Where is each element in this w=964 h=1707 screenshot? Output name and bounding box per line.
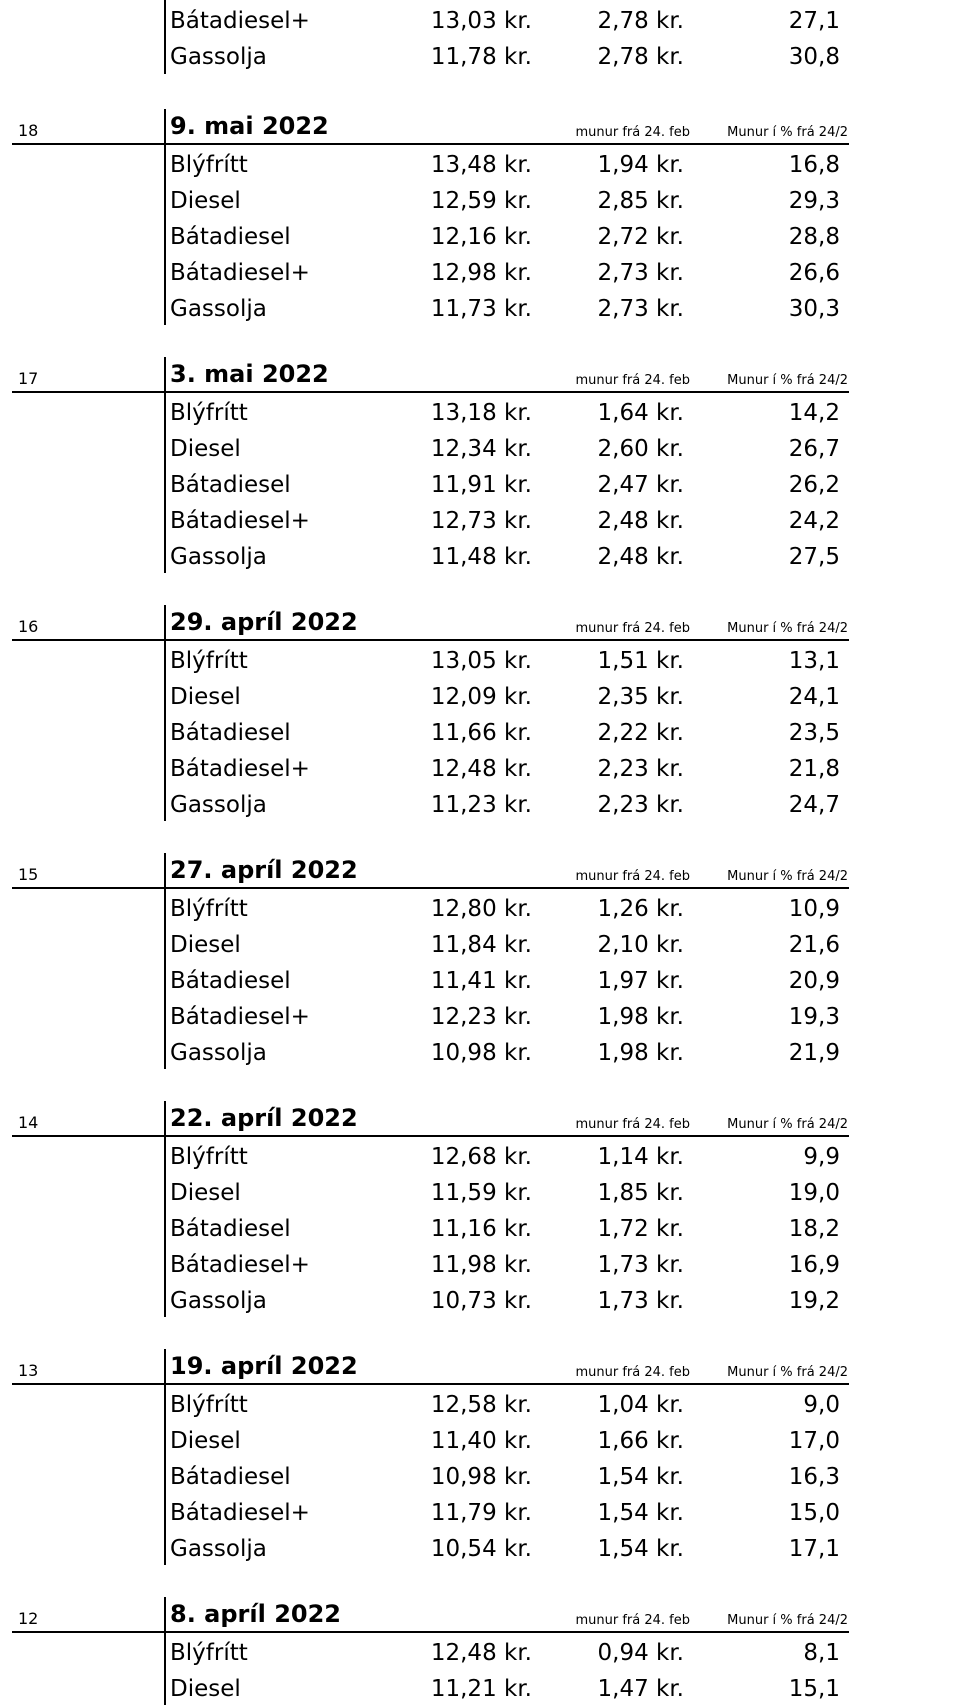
percent-column-label: Munur í % frá 24/2	[727, 869, 848, 884]
fuel-row	[0, 147, 964, 183]
fuel-row	[0, 1175, 964, 1211]
percent-diff: 17,0	[788, 1428, 840, 1454]
percent-diff: 23,5	[788, 720, 840, 746]
price-diff: 2,22 kr.	[597, 720, 684, 746]
fuel-row	[0, 751, 964, 787]
fuel-name: Gassolja	[170, 296, 267, 322]
percent-diff: 16,9	[788, 1252, 840, 1278]
price-diff: 2,73 kr.	[597, 296, 684, 322]
price-diff: 2,48 kr.	[597, 508, 684, 534]
percent-diff: 15,0	[788, 1500, 840, 1526]
percent-diff: 18,2	[788, 1216, 840, 1242]
header-underline	[12, 1383, 849, 1385]
percent-diff: 26,7	[788, 436, 840, 462]
price-diff: 1,64 kr.	[597, 400, 684, 426]
fuel-price: 12,48 kr.	[430, 756, 532, 782]
fuel-name: Blýfrítt	[170, 648, 248, 674]
date-heading: 9. mai 2022	[170, 112, 329, 140]
date-heading: 19. apríl 2022	[170, 1352, 358, 1380]
percent-diff: 24,1	[788, 684, 840, 710]
row-number: 12	[18, 1609, 39, 1628]
percent-diff: 14,2	[788, 400, 840, 426]
row-number: 18	[18, 121, 39, 140]
fuel-row	[0, 787, 964, 823]
fuel-name: Bátadiesel	[170, 472, 291, 498]
fuel-name: Bátadiesel	[170, 1216, 291, 1242]
fuel-row	[0, 431, 964, 467]
fuel-price: 12,73 kr.	[430, 508, 532, 534]
price-diff: 2,10 kr.	[597, 932, 684, 958]
fuel-row	[0, 1139, 964, 1175]
row-number: 14	[18, 1113, 39, 1132]
fuel-row	[0, 1635, 964, 1671]
fuel-row	[0, 715, 964, 751]
fuel-price: 12,48 kr.	[430, 1640, 532, 1666]
fuel-name: Bátadiesel+	[170, 8, 310, 34]
fuel-price: 10,54 kr.	[430, 1536, 532, 1562]
fuel-price: 11,16 kr.	[430, 1216, 532, 1242]
fuel-name: Bátadiesel	[170, 224, 291, 250]
fuel-price: 12,16 kr.	[430, 224, 532, 250]
fuel-price: 13,03 kr.	[430, 8, 532, 34]
fuel-row	[0, 927, 964, 963]
fuel-name: Bátadiesel+	[170, 1252, 310, 1278]
fuel-row	[0, 963, 964, 999]
price-diff: 2,72 kr.	[597, 224, 684, 250]
fuel-name: Bátadiesel	[170, 1464, 291, 1490]
fuel-price: 11,79 kr.	[430, 1500, 532, 1526]
fuel-row	[0, 219, 964, 255]
fuel-name: Gassolja	[170, 1288, 267, 1314]
percent-diff: 30,8	[788, 44, 840, 70]
price-diff: 1,72 kr.	[597, 1216, 684, 1242]
fuel-name: Bátadiesel+	[170, 260, 310, 286]
fuel-row	[0, 503, 964, 539]
price-diff: 1,97 kr.	[597, 968, 684, 994]
fuel-row	[0, 891, 964, 927]
fuel-row	[0, 1671, 964, 1707]
fuel-row	[0, 643, 964, 679]
price-diff: 1,66 kr.	[597, 1428, 684, 1454]
fuel-name: Gassolja	[170, 792, 267, 818]
price-diff: 1,98 kr.	[597, 1004, 684, 1030]
fuel-row	[0, 1211, 964, 1247]
fuel-price: 12,23 kr.	[430, 1004, 532, 1030]
percent-diff: 26,6	[788, 260, 840, 286]
fuel-name: Blýfrítt	[170, 152, 248, 178]
percent-column-label: Munur í % frá 24/2	[727, 125, 848, 140]
price-diff: 2,85 kr.	[597, 188, 684, 214]
fuel-price: 11,66 kr.	[430, 720, 532, 746]
fuel-name: Diesel	[170, 436, 241, 462]
percent-diff: 27,5	[788, 544, 840, 570]
price-diff: 1,26 kr.	[597, 896, 684, 922]
fuel-name: Bátadiesel+	[170, 756, 310, 782]
percent-diff: 29,3	[788, 188, 840, 214]
fuel-price: 11,59 kr.	[430, 1180, 532, 1206]
fuel-name: Diesel	[170, 684, 241, 710]
fuel-price: 13,18 kr.	[430, 400, 532, 426]
date-heading: 3. mai 2022	[170, 360, 329, 388]
fuel-price: 12,98 kr.	[430, 260, 532, 286]
percent-diff: 24,2	[788, 508, 840, 534]
header-underline	[12, 639, 849, 641]
fuel-row	[0, 539, 964, 575]
percent-diff: 16,3	[788, 1464, 840, 1490]
price-diff: 1,73 kr.	[597, 1252, 684, 1278]
percent-column-label: Munur í % frá 24/2	[727, 1117, 848, 1132]
fuel-row	[0, 39, 964, 75]
price-diff: 1,98 kr.	[597, 1040, 684, 1066]
percent-diff: 17,1	[788, 1536, 840, 1562]
percent-diff: 19,2	[788, 1288, 840, 1314]
fuel-price: 10,98 kr.	[430, 1464, 532, 1490]
price-diff: 1,54 kr.	[597, 1536, 684, 1562]
date-heading: 8. apríl 2022	[170, 1600, 341, 1628]
fuel-name: Bátadiesel	[170, 968, 291, 994]
diff-column-label: munur frá 24. feb	[575, 125, 690, 140]
percent-column-label: Munur í % frá 24/2	[727, 1365, 848, 1380]
fuel-price: 13,48 kr.	[430, 152, 532, 178]
percent-diff: 10,9	[788, 896, 840, 922]
price-diff: 2,48 kr.	[597, 544, 684, 570]
percent-diff: 30,3	[788, 296, 840, 322]
diff-column-label: munur frá 24. feb	[575, 373, 690, 388]
fuel-price: 11,78 kr.	[430, 44, 532, 70]
percent-diff: 9,0	[803, 1392, 840, 1418]
fuel-name: Diesel	[170, 1428, 241, 1454]
price-diff: 1,54 kr.	[597, 1500, 684, 1526]
fuel-row	[0, 291, 964, 327]
percent-diff: 8,1	[803, 1640, 840, 1666]
fuel-price: 12,68 kr.	[430, 1144, 532, 1170]
fuel-name: Diesel	[170, 1676, 241, 1702]
fuel-row	[0, 395, 964, 431]
percent-diff: 19,0	[788, 1180, 840, 1206]
price-diff: 1,94 kr.	[597, 152, 684, 178]
header-underline	[12, 391, 849, 393]
fuel-price: 12,80 kr.	[430, 896, 532, 922]
fuel-name: Gassolja	[170, 544, 267, 570]
percent-diff: 27,1	[788, 8, 840, 34]
fuel-name: Diesel	[170, 932, 241, 958]
fuel-price: 11,23 kr.	[430, 792, 532, 818]
price-diff: 1,04 kr.	[597, 1392, 684, 1418]
fuel-name: Bátadiesel+	[170, 1004, 310, 1030]
fuel-row	[0, 999, 964, 1035]
row-number: 13	[18, 1361, 39, 1380]
price-diff: 1,51 kr.	[597, 648, 684, 674]
fuel-name: Blýfrítt	[170, 896, 248, 922]
fuel-price: 13,05 kr.	[430, 648, 532, 674]
price-diff: 2,78 kr.	[597, 44, 684, 70]
fuel-row	[0, 1283, 964, 1319]
fuel-price: 10,98 kr.	[430, 1040, 532, 1066]
percent-diff: 24,7	[788, 792, 840, 818]
percent-column-label: Munur í % frá 24/2	[727, 1613, 848, 1628]
price-diff: 1,73 kr.	[597, 1288, 684, 1314]
row-number: 15	[18, 865, 39, 884]
fuel-name: Bátadiesel	[170, 720, 291, 746]
fuel-row	[0, 1459, 964, 1495]
price-diff: 2,47 kr.	[597, 472, 684, 498]
price-diff: 1,85 kr.	[597, 1180, 684, 1206]
fuel-row	[0, 1387, 964, 1423]
fuel-row	[0, 1495, 964, 1531]
date-heading: 29. apríl 2022	[170, 608, 358, 636]
date-heading: 27. apríl 2022	[170, 856, 358, 884]
fuel-row	[0, 467, 964, 503]
fuel-name: Blýfrítt	[170, 1392, 248, 1418]
fuel-row	[0, 255, 964, 291]
diff-column-label: munur frá 24. feb	[575, 869, 690, 884]
percent-column-label: Munur í % frá 24/2	[727, 373, 848, 388]
percent-diff: 26,2	[788, 472, 840, 498]
fuel-name: Diesel	[170, 1180, 241, 1206]
diff-column-label: munur frá 24. feb	[575, 1365, 690, 1380]
price-diff: 1,54 kr.	[597, 1464, 684, 1490]
fuel-row	[0, 3, 964, 39]
fuel-name: Diesel	[170, 188, 241, 214]
fuel-price: 11,21 kr.	[430, 1676, 532, 1702]
percent-diff: 21,8	[788, 756, 840, 782]
price-diff: 2,35 kr.	[597, 684, 684, 710]
fuel-row	[0, 1247, 964, 1283]
header-underline	[12, 1631, 849, 1633]
fuel-price: 11,41 kr.	[430, 968, 532, 994]
percent-diff: 16,8	[788, 152, 840, 178]
fuel-price: 12,34 kr.	[430, 436, 532, 462]
price-diff: 2,73 kr.	[597, 260, 684, 286]
percent-diff: 21,9	[788, 1040, 840, 1066]
percent-diff: 19,3	[788, 1004, 840, 1030]
price-diff: 2,60 kr.	[597, 436, 684, 462]
fuel-price: 11,91 kr.	[430, 472, 532, 498]
fuel-price: 11,40 kr.	[430, 1428, 532, 1454]
percent-diff: 20,9	[788, 968, 840, 994]
percent-diff: 15,1	[788, 1676, 840, 1702]
price-diff: 2,23 kr.	[597, 756, 684, 782]
fuel-name: Bátadiesel+	[170, 508, 310, 534]
price-diff: 2,78 kr.	[597, 8, 684, 34]
fuel-name: Blýfrítt	[170, 1144, 248, 1170]
fuel-price: 12,59 kr.	[430, 188, 532, 214]
diff-column-label: munur frá 24. feb	[575, 1613, 690, 1628]
price-diff: 0,94 kr.	[597, 1640, 684, 1666]
fuel-price: 11,98 kr.	[430, 1252, 532, 1278]
price-diff: 2,23 kr.	[597, 792, 684, 818]
fuel-price: 12,58 kr.	[430, 1392, 532, 1418]
percent-diff: 13,1	[788, 648, 840, 674]
percent-diff: 28,8	[788, 224, 840, 250]
header-underline	[12, 887, 849, 889]
price-diff: 1,14 kr.	[597, 1144, 684, 1170]
fuel-price: 11,48 kr.	[430, 544, 532, 570]
row-number: 16	[18, 617, 39, 636]
percent-diff: 21,6	[788, 932, 840, 958]
fuel-price: 10,73 kr.	[430, 1288, 532, 1314]
fuel-row	[0, 1423, 964, 1459]
date-heading: 22. apríl 2022	[170, 1104, 358, 1132]
row-number: 17	[18, 369, 39, 388]
price-diff: 1,47 kr.	[597, 1676, 684, 1702]
fuel-name: Gassolja	[170, 1536, 267, 1562]
percent-diff: 9,9	[803, 1144, 840, 1170]
diff-column-label: munur frá 24. feb	[575, 621, 690, 636]
fuel-name: Gassolja	[170, 1040, 267, 1066]
fuel-name: Blýfrítt	[170, 400, 248, 426]
diff-column-label: munur frá 24. feb	[575, 1117, 690, 1132]
fuel-price: 11,73 kr.	[430, 296, 532, 322]
fuel-row	[0, 679, 964, 715]
fuel-row	[0, 183, 964, 219]
header-underline	[12, 1135, 849, 1137]
fuel-price: 12,09 kr.	[430, 684, 532, 710]
fuel-name: Blýfrítt	[170, 1640, 248, 1666]
fuel-name: Bátadiesel+	[170, 1500, 310, 1526]
fuel-row	[0, 1531, 964, 1567]
fuel-name: Gassolja	[170, 44, 267, 70]
fuel-price: 11,84 kr.	[430, 932, 532, 958]
header-underline	[12, 143, 849, 145]
percent-column-label: Munur í % frá 24/2	[727, 621, 848, 636]
fuel-row	[0, 1035, 964, 1071]
